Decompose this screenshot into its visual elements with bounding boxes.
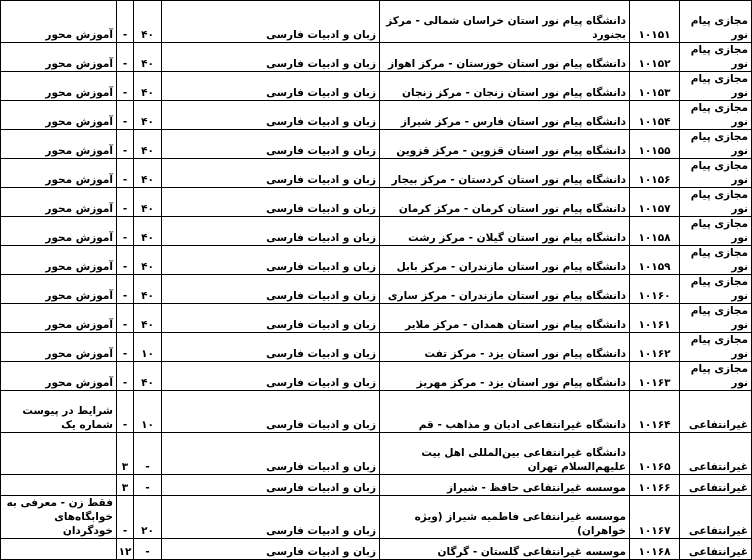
table-row <box>1 433 752 475</box>
program-code-cell: ۱۰۱۵۲ <box>630 43 680 72</box>
institution-cell: دانشگاه غیرانتفاعی ادیان و مذاهب - قم <box>380 391 630 433</box>
notes-cell: آموزش محور <box>1 217 117 246</box>
capacity-cell: ۴۰ <box>134 1 162 43</box>
program-code-cell: ۱۰۱۶۸ <box>630 539 680 560</box>
table-row <box>1 72 752 101</box>
notes-cell <box>1 539 117 560</box>
notes-cell: آموزش محور <box>1 159 117 188</box>
table-row <box>1 246 752 275</box>
institution-cell: دانشگاه پیام نور استان یزد - مرکز مهریز <box>380 362 630 391</box>
institution-cell: دانشگاه پیام نور استان همدان - مرکز ملایر <box>380 304 630 333</box>
capacity-cell: ۴۰ <box>134 304 162 333</box>
field-of-study-cell: زبان و ادبیات فارسی <box>162 539 380 560</box>
table-row <box>1 275 752 304</box>
university-type-cell: مجازی پیام نور <box>680 159 752 188</box>
capacity-cell: ۱۰ <box>134 333 162 362</box>
institution-cell: دانشگاه پیام نور استان یزد - مرکز تفت <box>380 333 630 362</box>
table-row <box>1 362 752 391</box>
university-type-cell: مجازی پیام نور <box>680 72 752 101</box>
university-type-cell: مجازی پیام نور <box>680 246 752 275</box>
institution-cell: دانشگاه پیام نور استان گیلان - مرکز رشت <box>380 217 630 246</box>
institution-cell: دانشگاه پیام نور استان مازندران - مرکز بابل <box>380 246 630 275</box>
university-type-cell: مجازی پیام نور <box>680 101 752 130</box>
capacity-alt-cell: - <box>117 43 134 72</box>
notes-cell: فقط زن - معرفی به خوابگاه‌های خودگردان <box>1 496 117 539</box>
field-of-study-cell: زبان و ادبیات فارسی <box>162 275 380 304</box>
capacity-alt-cell: - <box>117 72 134 101</box>
capacity-alt-cell: - <box>117 275 134 304</box>
institution-cell: موسسه غیرانتفاعی فاطمیه شیراز (ویژه خواهران) <box>380 496 630 539</box>
capacity-cell: ۴۰ <box>134 188 162 217</box>
capacity-alt-cell: - <box>117 1 134 43</box>
university-type-cell: مجازی پیام نور <box>680 130 752 159</box>
capacity-cell: ۴۰ <box>134 275 162 304</box>
university-type-cell: مجازی پیام نور <box>680 333 752 362</box>
field-of-study-cell: زبان و ادبیات فارسی <box>162 433 380 475</box>
field-of-study-cell: زبان و ادبیات فارسی <box>162 188 380 217</box>
institution-cell: دانشگاه پیام نور استان خوزستان - مرکز اهواز <box>380 43 630 72</box>
table-row <box>1 333 752 362</box>
program-code-cell: ۱۰۱۵۳ <box>630 72 680 101</box>
capacity-alt-cell: - <box>117 333 134 362</box>
field-of-study-cell: زبان و ادبیات فارسی <box>162 101 380 130</box>
capacity-cell: - <box>134 539 162 560</box>
notes-cell: شرایط در پیوست شماره یک <box>1 391 117 433</box>
notes-cell: آموزش محور <box>1 101 117 130</box>
program-code-cell: ۱۰۱۵۱ <box>630 1 680 43</box>
field-of-study-cell: زبان و ادبیات فارسی <box>162 391 380 433</box>
table-row <box>1 101 752 130</box>
field-of-study-cell: زبان و ادبیات فارسی <box>162 304 380 333</box>
capacity-cell: ۴۰ <box>134 362 162 391</box>
university-type-cell: غیرانتفاعی <box>680 539 752 560</box>
admission-table-body <box>1 1 752 560</box>
institution-cell: دانشگاه پیام نور استان زنجان - مرکز زنجان <box>380 72 630 101</box>
capacity-alt-cell: ۳ <box>117 433 134 475</box>
table-row <box>1 159 752 188</box>
capacity-cell: - <box>134 475 162 496</box>
program-code-cell: ۱۰۱۵۵ <box>630 130 680 159</box>
capacity-alt-cell: - <box>117 362 134 391</box>
university-type-cell: غیرانتفاعی <box>680 391 752 433</box>
university-type-cell: غیرانتفاعی <box>680 496 752 539</box>
table-row <box>1 1 752 43</box>
table-row <box>1 475 752 496</box>
capacity-alt-cell: - <box>117 304 134 333</box>
program-code-cell: ۱۰۱۵۴ <box>630 101 680 130</box>
table-row <box>1 304 752 333</box>
institution-cell: دانشگاه پیام نور استان کرمان - مرکز کرمان <box>380 188 630 217</box>
program-code-cell: ۱۰۱۶۲ <box>630 333 680 362</box>
capacity-alt-cell: ۱۲ <box>117 539 134 560</box>
university-type-cell: مجازی پیام نور <box>680 362 752 391</box>
program-code-cell: ۱۰۱۵۶ <box>630 159 680 188</box>
field-of-study-cell: زبان و ادبیات فارسی <box>162 1 380 43</box>
capacity-alt-cell: - <box>117 246 134 275</box>
university-type-cell: مجازی پیام نور <box>680 1 752 43</box>
program-code-cell: ۱۰۱۵۷ <box>630 188 680 217</box>
table-row <box>1 43 752 72</box>
field-of-study-cell: زبان و ادبیات فارسی <box>162 159 380 188</box>
notes-cell: آموزش محور <box>1 72 117 101</box>
program-code-cell: ۱۰۱۶۳ <box>630 362 680 391</box>
table-row <box>1 496 752 539</box>
institution-cell: دانشگاه غیرانتفاعی بین‌المللی اهل بیت علیهم‌السلام تهران <box>380 433 630 475</box>
table-row <box>1 188 752 217</box>
capacity-alt-cell: - <box>117 101 134 130</box>
program-code-cell: ۱۰۱۶۷ <box>630 496 680 539</box>
field-of-study-cell: زبان و ادبیات فارسی <box>162 475 380 496</box>
capacity-cell: ۴۰ <box>134 43 162 72</box>
capacity-cell: ۴۰ <box>134 130 162 159</box>
notes-cell: آموزش محور <box>1 246 117 275</box>
notes-cell: آموزش محور <box>1 275 117 304</box>
table-row <box>1 391 752 433</box>
table-row <box>1 539 752 560</box>
field-of-study-cell: زبان و ادبیات فارسی <box>162 130 380 159</box>
program-code-cell: ۱۰۱۵۹ <box>630 246 680 275</box>
capacity-cell: ۴۰ <box>134 159 162 188</box>
program-code-cell: ۱۰۱۶۶ <box>630 475 680 496</box>
capacity-cell: - <box>134 433 162 475</box>
program-code-cell: ۱۰۱۶۱ <box>630 304 680 333</box>
university-type-cell: مجازی پیام نور <box>680 43 752 72</box>
notes-cell <box>1 475 117 496</box>
notes-cell: آموزش محور <box>1 43 117 72</box>
capacity-alt-cell: - <box>117 496 134 539</box>
university-type-cell: غیرانتفاعی <box>680 475 752 496</box>
capacity-cell: ۲۰ <box>134 496 162 539</box>
notes-cell: آموزش محور <box>1 333 117 362</box>
institution-cell: دانشگاه پیام نور استان مازندران - مرکز ساری <box>380 275 630 304</box>
field-of-study-cell: زبان و ادبیات فارسی <box>162 362 380 391</box>
field-of-study-cell: زبان و ادبیات فارسی <box>162 72 380 101</box>
university-type-cell: مجازی پیام نور <box>680 275 752 304</box>
program-code-cell: ۱۰۱۵۸ <box>630 217 680 246</box>
capacity-cell: ۱۰ <box>134 391 162 433</box>
field-of-study-cell: زبان و ادبیات فارسی <box>162 217 380 246</box>
field-of-study-cell: زبان و ادبیات فارسی <box>162 496 380 539</box>
institution-cell: دانشگاه پیام نور استان فارس - مرکز شیراز <box>380 101 630 130</box>
university-type-cell: مجازی پیام نور <box>680 304 752 333</box>
university-type-cell: غیرانتفاعی <box>680 433 752 475</box>
capacity-cell: ۴۰ <box>134 246 162 275</box>
table-row <box>1 217 752 246</box>
capacity-cell: ۴۰ <box>134 72 162 101</box>
capacity-alt-cell: - <box>117 130 134 159</box>
university-type-cell: مجازی پیام نور <box>680 188 752 217</box>
notes-cell: آموزش محور <box>1 304 117 333</box>
capacity-alt-cell: - <box>117 391 134 433</box>
field-of-study-cell: زبان و ادبیات فارسی <box>162 43 380 72</box>
institution-cell: دانشگاه پیام نور استان کردستان - مرکز بیجار <box>380 159 630 188</box>
university-type-cell: مجازی پیام نور <box>680 217 752 246</box>
institution-cell: دانشگاه پیام نور استان خراسان شمالی - مرکز بجنورد <box>380 1 630 43</box>
institution-cell: دانشگاه پیام نور استان قزوین - مرکز قزوین <box>380 130 630 159</box>
table-row <box>1 130 752 159</box>
capacity-alt-cell: ۳ <box>117 475 134 496</box>
notes-cell: آموزش محور <box>1 362 117 391</box>
notes-cell: آموزش محور <box>1 130 117 159</box>
program-code-cell: ۱۰۱۶۵ <box>630 433 680 475</box>
notes-cell <box>1 433 117 475</box>
field-of-study-cell: زبان و ادبیات فارسی <box>162 333 380 362</box>
program-code-cell: ۱۰۱۶۰ <box>630 275 680 304</box>
capacity-alt-cell: - <box>117 188 134 217</box>
capacity-alt-cell: - <box>117 217 134 246</box>
program-code-cell: ۱۰۱۶۴ <box>630 391 680 433</box>
capacity-cell: ۴۰ <box>134 217 162 246</box>
capacity-cell: ۴۰ <box>134 101 162 130</box>
institution-cell: موسسه غیرانتفاعی حافظ - شیراز <box>380 475 630 496</box>
capacity-alt-cell: - <box>117 159 134 188</box>
institution-cell: موسسه غیرانتفاعی گلستان - گرگان <box>380 539 630 560</box>
notes-cell: آموزش محور <box>1 188 117 217</box>
field-of-study-cell: زبان و ادبیات فارسی <box>162 246 380 275</box>
notes-cell: آموزش محور <box>1 1 117 43</box>
